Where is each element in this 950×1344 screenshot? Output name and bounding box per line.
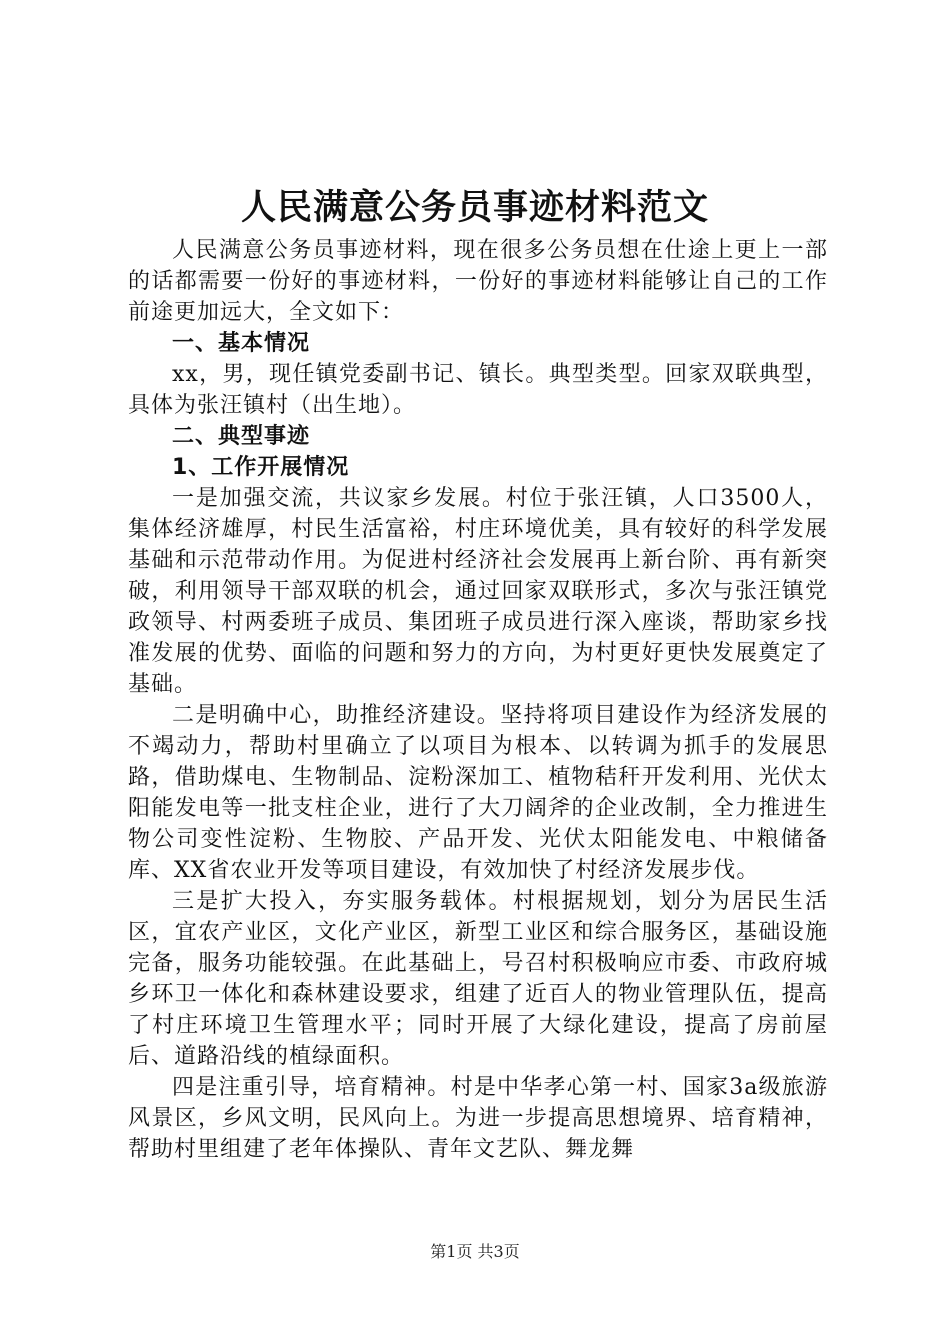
document-title: 人民满意公务员事迹材料范文 xyxy=(240,187,709,228)
deed-paragraph-2: 二是明确中心，助推经济建设。坚持将项目建设作为经济发展的不竭动力，帮助村里确立了以项目为根本、以转调为抓手的发展思路，借助煤电、生物制品、淀粉深加工、植物秸秆开发利用、光伏太阳能发电等一批支柱企业，进行了大刀阔斧的企业改制，全力推进生物公司变性淀粉、生物胶、产品开发、光伏太阳能发电、中粮储备库、XX省农业开发等项目建设，有效加快了村经济发展步伐。 xyxy=(128,703,828,883)
intro-paragraph: 人民满意公务员事迹材料，现在很多公务员想在仕途上更上一部的话都需要一份好的事迹材料，一份好的事迹材料能够让自己的工作前途更加远大，全文如下： xyxy=(128,238,828,325)
subsection-heading-work: 1、工作开展情况 xyxy=(172,455,350,480)
deed-paragraph-1: 一是加强交流，共议家乡发展。村位于张汪镇，人口3500人，集体经济雄厚，村民生活富裕，村庄环境优美，具有较好的科学发展基础和示范带动作用。为促进村经济社会发展再上新台阶、再有新突破，利用领导干部双联的机会，通过回家双联形式，多次与张汪镇党政领导、村两委班子成员、集团班子成员进行深入座谈，帮助家乡找准发展的优势、面临的问题和努力的方向，为村更好更快发展奠定了基础。 xyxy=(128,486,828,697)
deed-paragraph-3: 三是扩大投入，夯实服务载体。村根据规划，划分为居民生活区，宜农产业区，文化产业区，新型工业区和综合服务区，基础设施完备，服务功能较强。在此基础上，号召村积极响应市委、市政府城乡环卫一体化和森林建设要求，组建了近百人的物业管理队伍，提高了村庄环境卫生管理水平；同时开展了大绿化建设，提高了房前屋后、道路沿线的植绿面积。 xyxy=(128,889,828,1069)
section-heading-basic-info: 一、基本情况 xyxy=(172,331,311,356)
document-body xyxy=(128,235,828,1165)
deed-paragraph-4: 四是注重引导，培育精神。村是中华孝心第一村、国家3a级旅游风景区，乡风文明，民风向上。为进一步提高思想境界、培育精神，帮助村里组建了老年体操队、青年文艺队、舞龙舞 xyxy=(128,1075,828,1162)
basic-info-paragraph: xx，男，现任镇党委副书记、镇长。典型类型。回家双联典型，具体为张汪镇村（出生地）。 xyxy=(128,362,828,418)
section-heading-typical-deeds: 二、典型事迹 xyxy=(172,424,311,449)
page-footer: 第1页 共3页 xyxy=(430,1242,520,1261)
